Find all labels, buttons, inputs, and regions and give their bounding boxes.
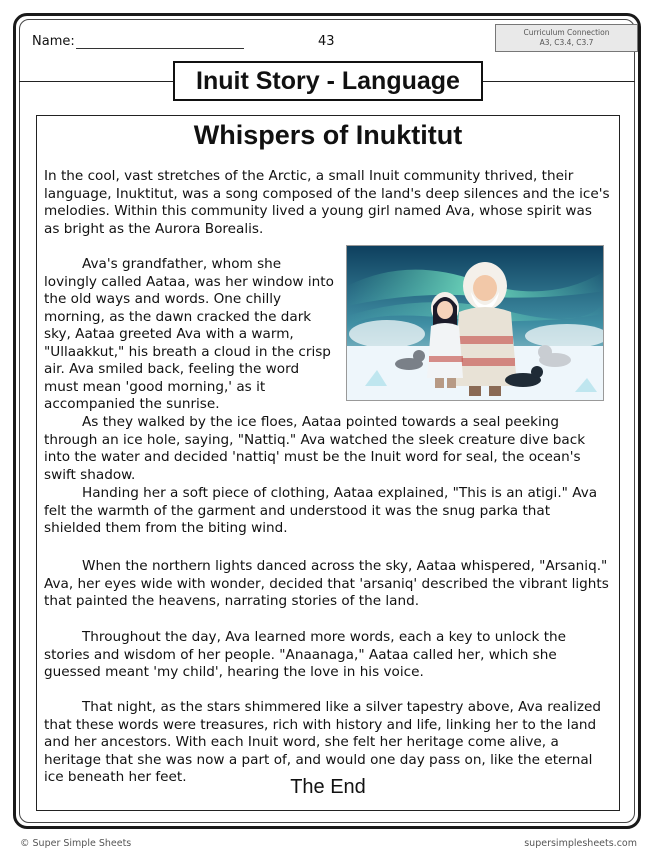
inuit-grandfather-and-girl-illustration — [347, 246, 604, 401]
girl-figure — [427, 292, 463, 388]
curriculum-title: Curriculum Connection — [523, 28, 610, 37]
curriculum-connection-badge — [495, 24, 638, 52]
story-paragraph-3: As they walked by the ice floes, Aataa pointed towards a seal peeking through an ice hole, saying, "Nattiq." Ava watched the sleek creature dive back into the water and decided 'nattiq' must be the Inuit word for seal, the ocean's swift shadow. — [44, 414, 586, 483]
story-paragraph-4: Handing her a soft piece of clothing, Aataa explained, "This is an atigi." Ava felt the warmth of the garment and understood it was the snug parka that shielded them from the biting wind. — [44, 485, 598, 536]
name-label: Name: — [32, 34, 75, 49]
worksheet-title: Inuit Story - Language — [173, 61, 483, 101]
story-paragraph-2: Ava's grandfather, whom she lovingly called Aataa, was her window into the old ways and words. One chilly morning, as the dawn cracked the dark sky, Aataa greeted Ava with a warm, "Ullaakkut," his breath a cloud in the crisp air. Ava smiled back, feeling the word must mean 'good morning,' as it accompanied the sunrise. — [44, 256, 334, 412]
the-end-text: The End — [290, 776, 366, 798]
story-paragraph-6: Throughout the day, Ava learned more words, each a key to unlock the stories and wisdom of her people. "Anaanaga," Aataa called her, which she guessed meant 'my child', hearing the love in his voice. — [44, 629, 567, 680]
name-input-line[interactable] — [76, 48, 244, 49]
story-paragraph-1: In the cool, vast stretches of the Arctic, a small Inuit community thrived, their language, Inuktitut, was a song composed of the land's deep silences and the ice's melodies. Within this community lived a young girl named Ava, whose spirit was as bright as the Aurora Borealis. — [44, 168, 610, 237]
story-paragraph-7: That night, as the stars shimmered like a silver tapestry above, Ava realized that these words were treasures, rich with history and life, linking her to the land and her ancestors. With each Inuit word, she felt her heritage come alive, a heritage that she was now a part of, and would one day pass on, like the eternal ice beneath her feet. — [44, 699, 601, 785]
story-title: Whispers of Inuktitut — [193, 120, 463, 150]
story-paragraph-5: When the northern lights danced across the sky, Aataa whispered, "Arsaniq." Ava, her eyes wide with wonder, decided that 'arsaniq' described the vibrant lights that painted the heavens, narrating stories of the land. — [44, 558, 609, 609]
footer-website[interactable]: supersimplesheets.com — [524, 838, 637, 849]
curriculum-codes: A3, C3.4, C3.7 — [539, 38, 594, 47]
story-illustration — [346, 245, 604, 401]
page-number: 43 — [318, 34, 335, 49]
footer-copyright: © Super Simple Sheets — [20, 838, 132, 849]
